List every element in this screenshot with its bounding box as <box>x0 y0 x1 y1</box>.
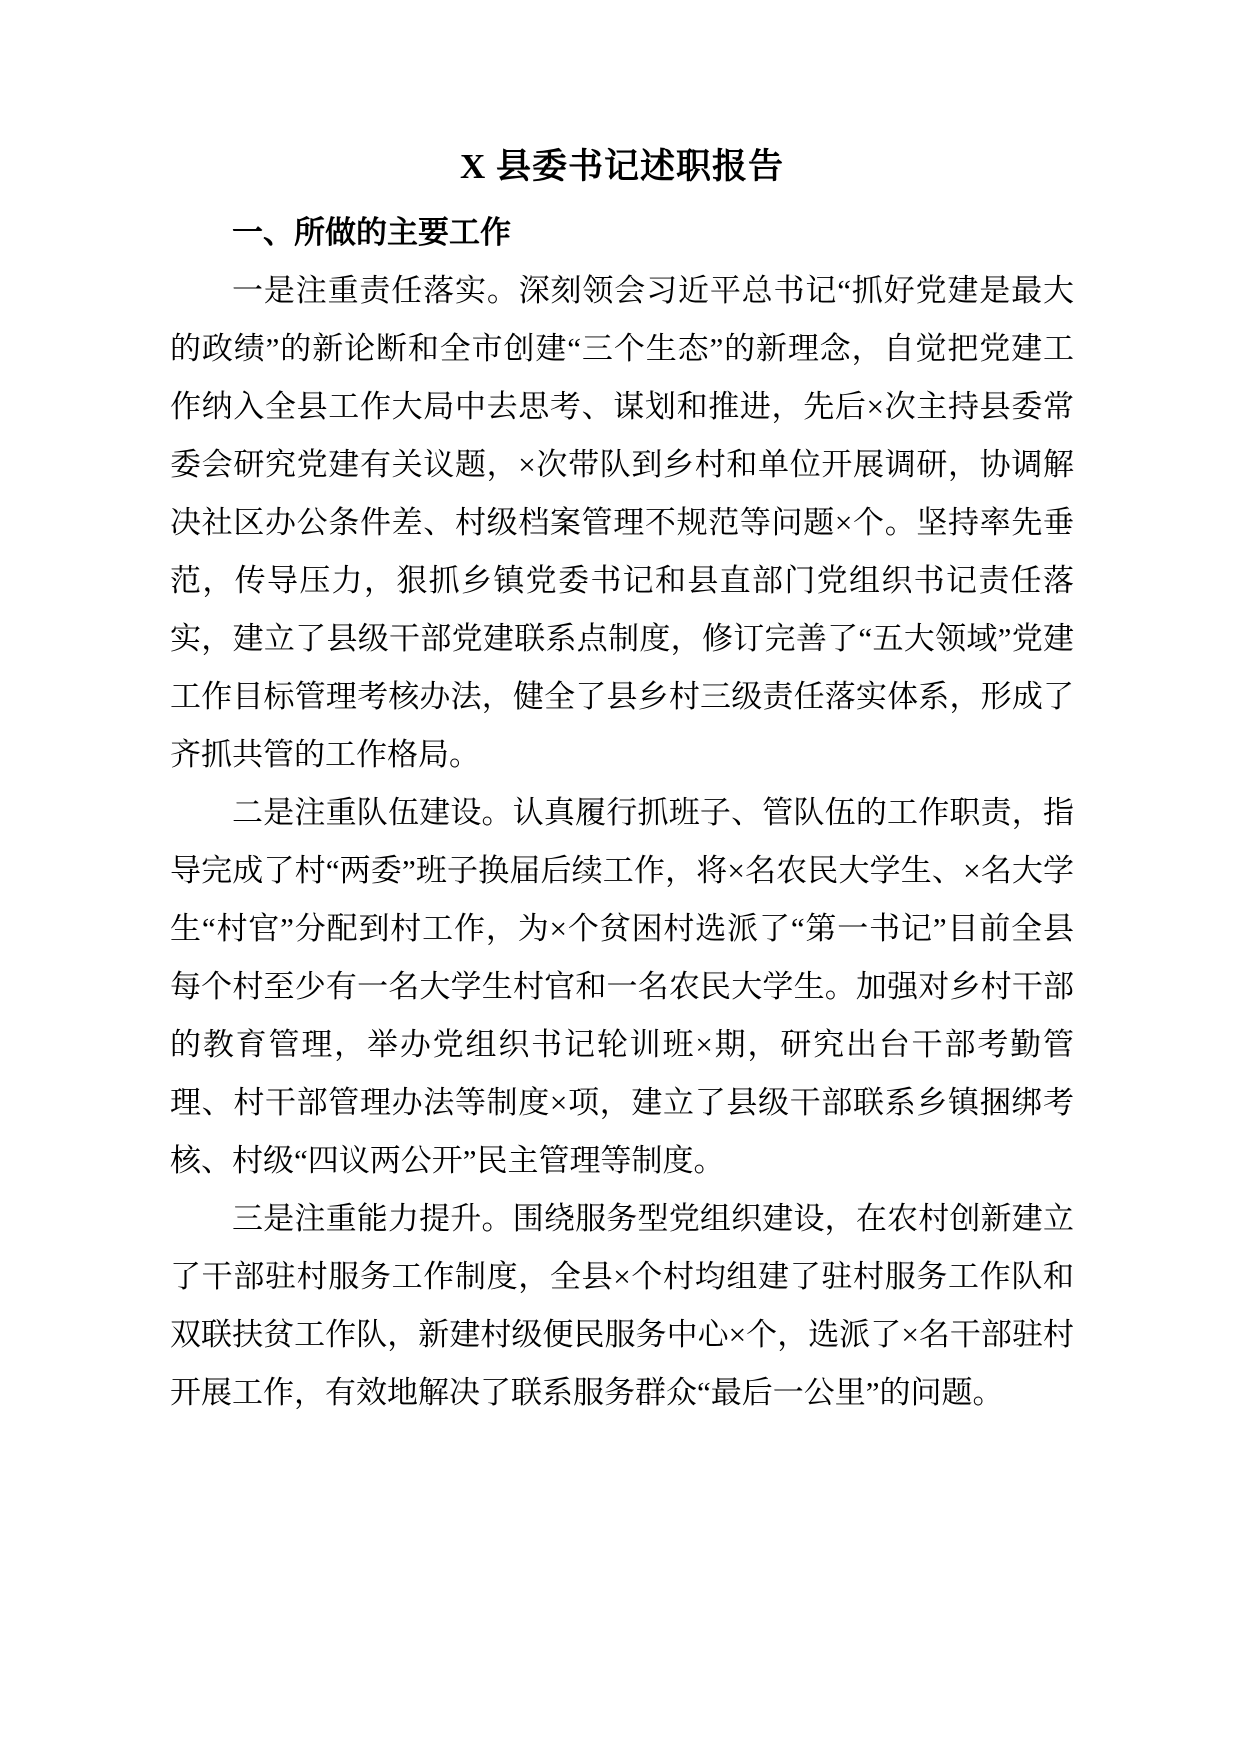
paragraph-1: 一是注重责任落实。深刻领会习近平总书记“抓好党建是最大的政绩”的新论断和全市创建“三个生态”的新理念，自觉把党建工作纳入全县工作大局中去思考、谋划和推进，先后×次主持县委常委会研究党建有关议题，×次带队到乡村和单位开展调研，协调解决社区办公条件差、村级档案管理不规范等问题×个。坚持率先垂范，传导压力，狠抓乡镇党委书记和县直部门党组织书记责任落实，建立了县级干部党建联系点制度，修订完善了“五大领域”党建工作目标管理考核办法，健全了县乡村三级责任落实体系，形成了齐抓共管的工作格局。 <box>170 273 1074 772</box>
paragraph-3: 三是注重能力提升。围绕服务型党组织建设，在农村创新建立了干部驻村服务工作制度，全县×个村均组建了驻村服务工作队和双联扶贫工作队，新建村级便民服务中心×个，选派了×名干部驻村开展工作，有效地解决了联系服务群众“最后一公里”的问题。 <box>170 1201 1074 1410</box>
section-heading: 一、所做的主要工作 <box>232 215 511 250</box>
paragraph-2: 二是注重队伍建设。认真履行抓班子、管队伍的工作职责，指导完成了村“两委”班子换届后续工作，将×名农民大学生、×名大学生“村官”分配到村工作，为×个贫困村选派了“第一书记”目前全县每个村至少有一名大学生村官和一名农民大学生。加强对乡村干部的教育管理，举办党组织书记轮训班×期，研究出台干部考勤管理、村干部管理办法等制度×项，建立了县级干部联系乡镇捆绑考核、村级“四议两公开”民主管理等制度。 <box>170 795 1074 1178</box>
document-title: X 县委书记述职报告 <box>459 147 785 186</box>
